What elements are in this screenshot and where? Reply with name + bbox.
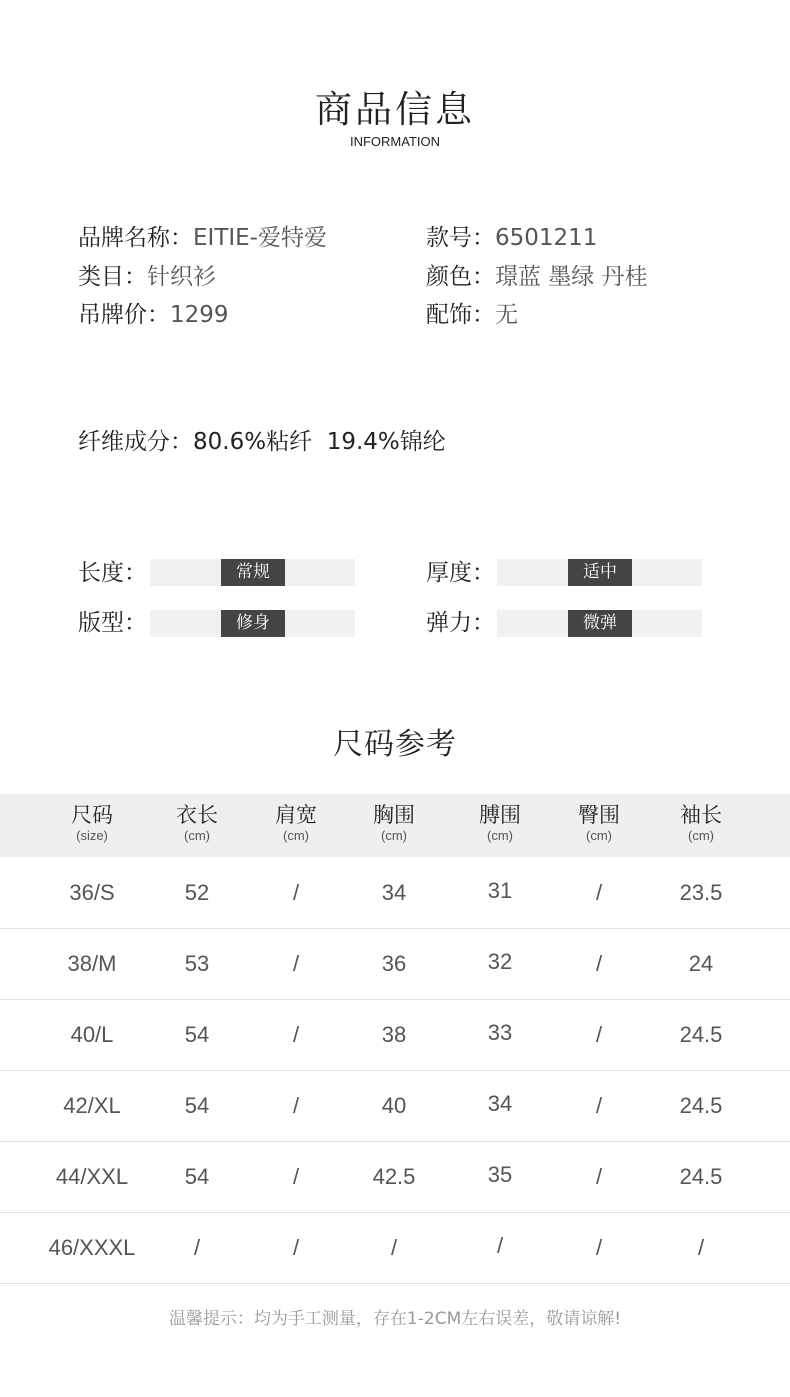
header-cell xyxy=(646,802,756,844)
fiber-composition xyxy=(78,427,446,457)
info-color-key: 颜色： xyxy=(426,264,495,290)
table-cell: 31 xyxy=(487,878,513,903)
table-cell: / xyxy=(595,880,603,905)
info-style-key: 款号： xyxy=(426,225,495,251)
attr-fit-bar xyxy=(150,610,355,637)
size-table-title: 尺码参考 xyxy=(333,727,457,762)
table-cell: / xyxy=(193,1235,201,1260)
info-price xyxy=(78,300,229,330)
table-cell: / xyxy=(496,1233,504,1258)
table-cell: 52 xyxy=(184,880,210,905)
attr-elasticity-label: 弹力： xyxy=(426,610,495,636)
info-color xyxy=(426,262,648,292)
table-cell: 24.5 xyxy=(679,1164,723,1189)
table-cell: 54 xyxy=(184,1164,210,1189)
attr-thickness-marker: 适中 xyxy=(568,559,632,586)
table-cell: 54 xyxy=(184,1022,210,1047)
table-cell: 34 xyxy=(487,1091,513,1116)
info-accessory xyxy=(426,300,518,330)
table-cell: 38/M xyxy=(67,951,117,976)
table-cell: / xyxy=(697,1235,705,1260)
table-cell: 24.5 xyxy=(679,1093,723,1118)
table-row xyxy=(0,929,790,1000)
info-category xyxy=(78,262,216,292)
measurement-tip: 温馨提示：均为手工测量，存在1-2CM左右误差，敬请谅解! xyxy=(168,1309,622,1329)
info-price-value: 1299 xyxy=(170,302,229,328)
info-accessory-value: 无 xyxy=(495,302,518,328)
fiber-value: 80.6%粘纤 19.4%锦纶 xyxy=(193,429,446,455)
info-style-value: 6501211 xyxy=(495,225,598,251)
header-unit: (cm) xyxy=(381,828,407,843)
attr-elasticity-bar xyxy=(497,610,702,637)
table-cell: 40 xyxy=(381,1093,407,1118)
table-cell: 35 xyxy=(487,1162,513,1187)
header-label: 袖长 xyxy=(680,803,722,827)
page-title: 商品信息 xyxy=(315,88,475,131)
attr-length-marker: 常规 xyxy=(221,559,285,586)
table-cell: 34 xyxy=(381,880,407,905)
table-row xyxy=(0,1071,790,1142)
table-cell: / xyxy=(292,951,300,976)
page-subtitle: INFORMATION xyxy=(349,134,441,149)
table-cell: 23.5 xyxy=(679,880,723,905)
table-cell: 24 xyxy=(688,951,714,976)
attr-fit-marker: 修身 xyxy=(221,610,285,637)
table-cell: 38 xyxy=(381,1022,407,1047)
attr-thickness-label: 厚度： xyxy=(426,560,495,586)
header-cell xyxy=(241,802,351,844)
header-unit: (cm) xyxy=(586,828,612,843)
table-cell: 44/XXL xyxy=(55,1164,129,1189)
header-unit: (cm) xyxy=(283,828,309,843)
table-cell: 46/XXXL xyxy=(48,1235,136,1260)
info-brand-value: EITIE-爱特爱 xyxy=(193,225,327,251)
info-category-key: 类目： xyxy=(78,264,147,290)
attr-fit-label: 版型： xyxy=(78,610,147,636)
table-cell: 33 xyxy=(487,1020,513,1045)
header-unit: (size) xyxy=(76,828,108,843)
table-row xyxy=(0,1000,790,1071)
table-cell: / xyxy=(595,1093,603,1118)
table-cell: 36/S xyxy=(69,880,115,905)
table-cell: / xyxy=(595,1164,603,1189)
table-cell: 54 xyxy=(184,1093,210,1118)
header-label: 尺码 xyxy=(71,803,113,827)
attr-elasticity-marker: 微弹 xyxy=(568,610,632,637)
table-cell: 42/XL xyxy=(63,1093,121,1118)
table-cell: / xyxy=(595,951,603,976)
table-cell: 40/L xyxy=(70,1022,114,1047)
info-category-value: 针织衫 xyxy=(147,264,216,290)
table-cell: 36 xyxy=(381,951,407,976)
info-style-no xyxy=(426,223,597,253)
size-table-header xyxy=(0,794,790,857)
header-label: 膊围 xyxy=(479,803,521,827)
header-unit: (cm) xyxy=(688,828,714,843)
info-price-key: 吊牌价： xyxy=(78,302,170,328)
info-brand-key: 品牌名称： xyxy=(78,225,193,251)
table-cell: 53 xyxy=(184,951,210,976)
header-cell xyxy=(142,802,252,844)
info-color-value: 璟蓝 墨绿 丹桂 xyxy=(495,264,648,290)
header-cell xyxy=(37,802,147,844)
table-cell: / xyxy=(292,1093,300,1118)
attr-length-bar xyxy=(150,559,355,586)
table-cell: / xyxy=(595,1022,603,1047)
table-cell: / xyxy=(292,1164,300,1189)
table-row xyxy=(0,858,790,929)
fiber-key: 纤维成分： xyxy=(78,429,193,455)
header-unit: (cm) xyxy=(184,828,210,843)
attr-length-label: 长度： xyxy=(78,560,147,586)
info-accessory-key: 配饰： xyxy=(426,302,495,328)
header-cell xyxy=(544,802,654,844)
table-cell: 32 xyxy=(487,949,513,974)
attr-thickness-bar xyxy=(497,559,702,586)
header-label: 臀围 xyxy=(578,803,620,827)
info-brand xyxy=(78,223,327,253)
table-cell: 42.5 xyxy=(372,1164,416,1189)
header-cell xyxy=(339,802,449,844)
table-row xyxy=(0,1142,790,1213)
header-label: 胸围 xyxy=(373,803,415,827)
header-cell xyxy=(445,802,555,844)
table-cell: / xyxy=(595,1235,603,1260)
table-cell: 24.5 xyxy=(679,1022,723,1047)
header-unit: (cm) xyxy=(487,828,513,843)
header-label: 肩宽 xyxy=(275,803,317,827)
table-cell: / xyxy=(292,1235,300,1260)
table-row xyxy=(0,1213,790,1284)
table-cell: / xyxy=(390,1235,398,1260)
header-label: 衣长 xyxy=(176,803,218,827)
table-cell: / xyxy=(292,1022,300,1047)
table-cell: / xyxy=(292,880,300,905)
